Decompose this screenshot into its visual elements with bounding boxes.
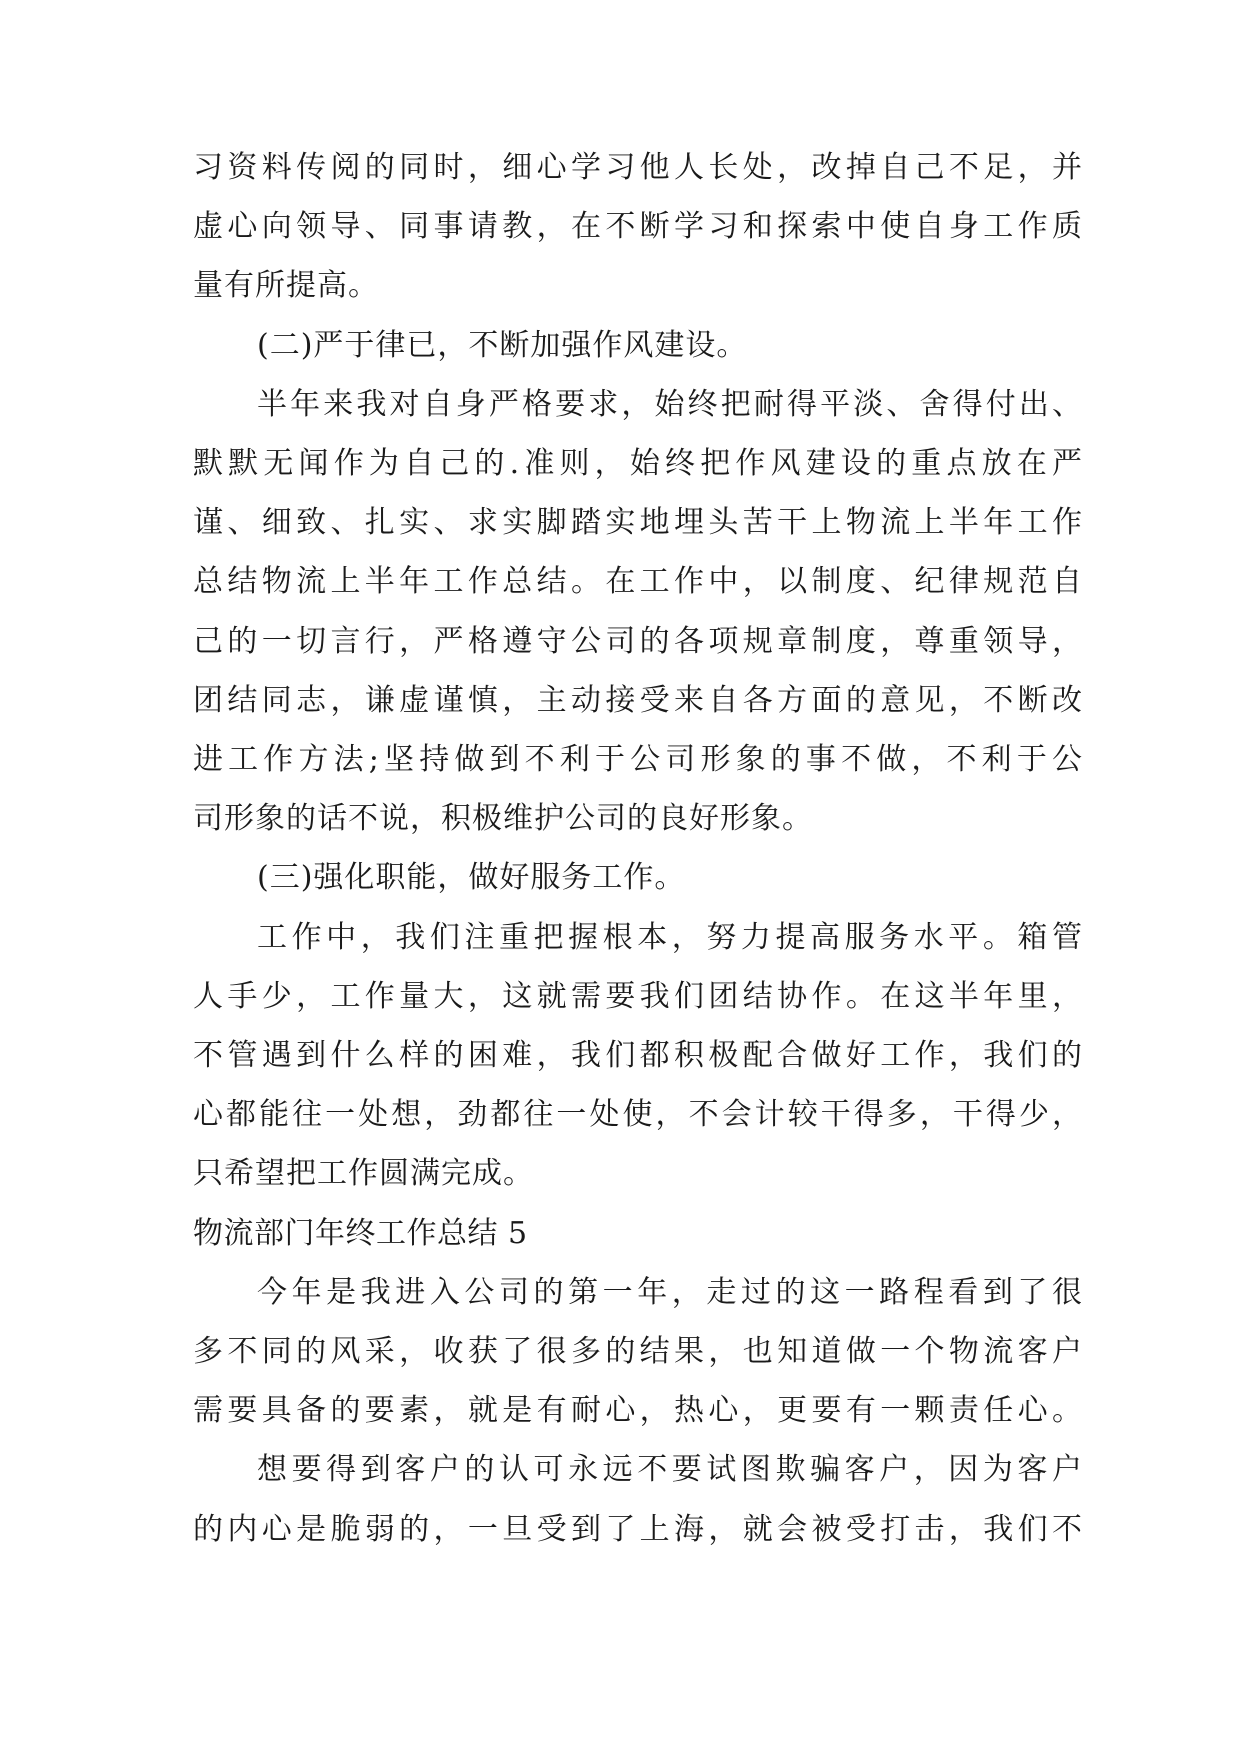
paragraph-line: 默默无闻作为自己的.准则，始终把作风建设的重点放在严 [193,446,1083,481]
paragraph-line: 量有所提高。 [193,268,379,304]
paragraph-line: 工作中，我们注重把握根本，努力提高服务水平。箱管 [257,919,1083,955]
paragraph-line: 半年来我对自身严格要求，始终把耐得平淡、舍得付出、 [257,386,1083,422]
paragraph-line: 不管遇到什么样的困难，我们都积极配合做好工作，我们的 [193,1038,1083,1073]
paragraph-line: 司形象的话不说，积极维护公司的良好形象。 [193,801,813,837]
paragraph-line: 想要得到客户的认可永远不要试图欺骗客户，因为客户 [257,1452,1083,1488]
paragraph-line: 今年是我进入公司的第一年，走过的这一路程看到了很 [257,1274,1083,1310]
paragraph-line: 总结物流上半年工作总结。在工作中，以制度、纪律规范自 [193,564,1083,600]
paragraph-line: 心都能往一处想，劲都往一处使，不会计较干得多，干得少， [193,1097,1083,1133]
paragraph-line: 进工作方法;坚持做到不利于公司形象的事不做，不利于公 [193,742,1083,777]
paragraph-line: 人手少，工作量大，这就需要我们团结协作。在这半年里， [193,978,1083,1014]
paragraph-line: 习资料传阅的同时，细心学习他人长处，改掉自己不足，并 [193,150,1083,185]
paragraph-line: 只希望把工作圆满完成。 [193,1156,534,1192]
paragraph-line: 虚心向领导、同事请教，在不断学习和探索中使自身工作质 [193,209,1083,245]
paragraph-line: 谨、细致、扎实、求实脚踏实地埋头苦干上物流上半年工作 [193,505,1083,541]
paragraph-line: 多不同的风采，收获了很多的结果，也知道做一个物流客户 [193,1334,1083,1369]
paragraph-line: (二)严于律已，不断加强作风建设。 [257,327,748,363]
paragraph-line: (三)强化职能，做好服务工作。 [257,860,686,896]
section-heading: 物流部门年终工作总结 5 [193,1215,528,1251]
paragraph-line: 的内心是脆弱的，一旦受到了上海，就会被受打击，我们不 [193,1511,1083,1547]
paragraph-line: 团结同志，谦虚谨慎，主动接受来自各方面的意见，不断改 [193,682,1083,718]
paragraph-line: 需要具备的要素，就是有耐心，热心，更要有一颗责任心。 [193,1393,1083,1429]
paragraph-line: 己的一切言行，严格遵守公司的各项规章制度，尊重领导， [193,623,1083,659]
